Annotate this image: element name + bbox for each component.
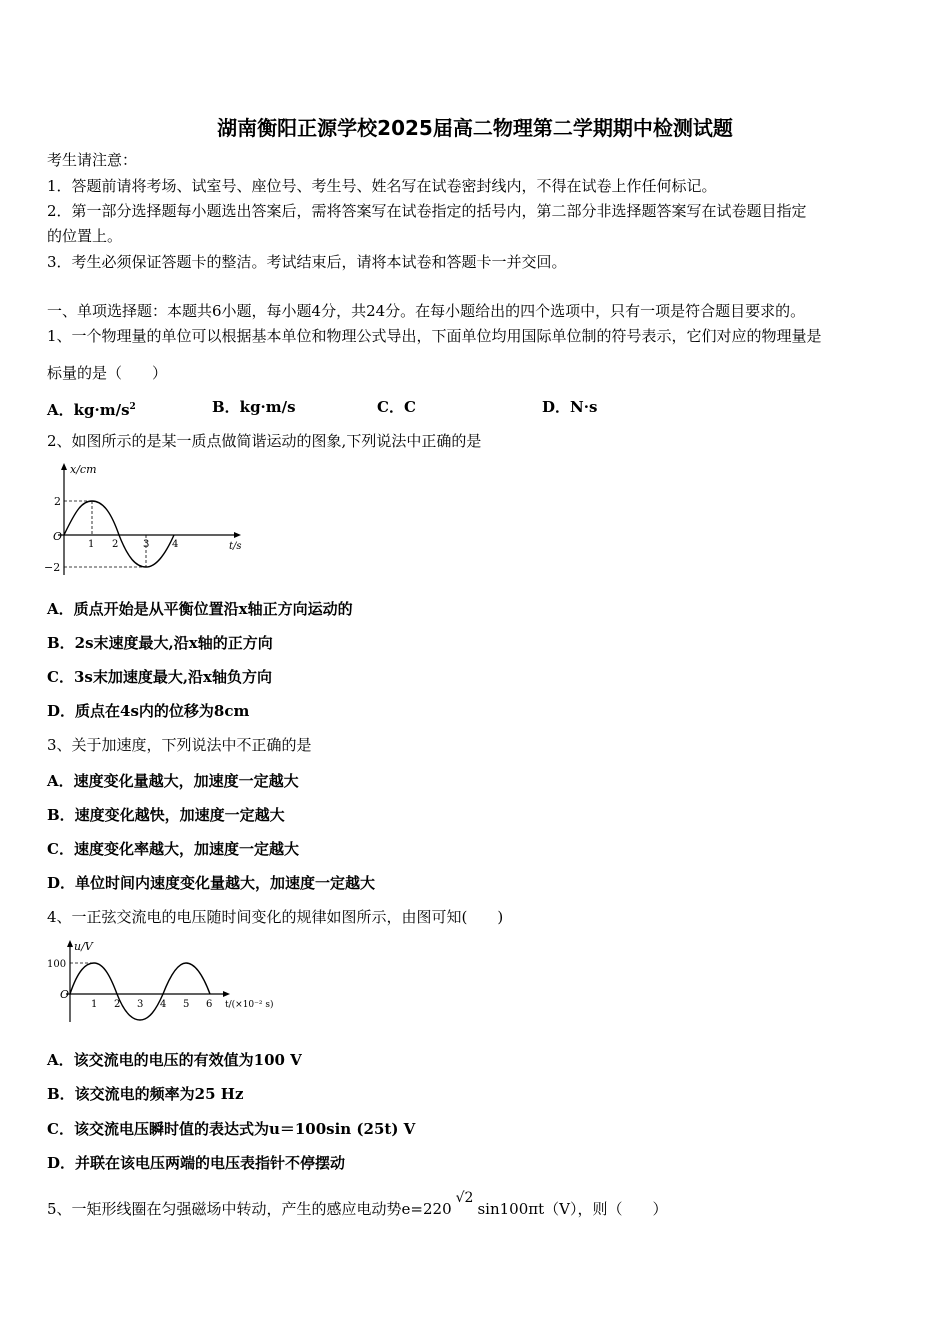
q3-stem: 3、关于加速度，下列说法中不正确的是 <box>47 736 312 754</box>
notice-heading: 考生请注意： <box>47 151 138 169</box>
q4-xtick: 2 <box>114 999 121 1010</box>
q4-option-d: D．并联在该电压两端的电压表指针不停摆动 <box>47 1154 346 1172</box>
q2-xtick: 2 <box>112 539 119 550</box>
q2-stem: 2、如图所示的是某一质点做简谐运动的图象,下列说法中正确的是 <box>47 432 482 450</box>
q2-option-d: D．质点在4s内的位移为8cm <box>47 702 250 720</box>
q1-stem-cont: 标量的是（ ） <box>47 364 168 382</box>
q4-x-arrow <box>223 991 230 997</box>
notice-item: 3．考生必须保证答题卡的整洁。考试结束后，请将本试卷和答题卡一并交回。 <box>47 253 567 271</box>
q3-option-c: C．速度变化率越大，加速度一定越大 <box>47 840 299 858</box>
q4-xlabel: t/(×10⁻² s) <box>225 1000 274 1010</box>
notice-item: 1．答题前请将考场、试室号、座位号、考生号、姓名写在试卷密封线内，不得在试卷上作任何标记。 <box>47 177 717 195</box>
notice-item: 的位置上。 <box>47 227 123 245</box>
q4-y-arrow <box>67 940 73 947</box>
q1-option-a <box>47 397 136 420</box>
q5-sqrt: √2 <box>455 1190 474 1206</box>
q4-xtick: 3 <box>137 999 144 1010</box>
q2-shm-graph <box>40 460 250 580</box>
q4-ac-graph <box>44 938 294 1026</box>
q2-y-arrow <box>61 463 67 470</box>
q2-ytick-top: 2 <box>54 495 61 508</box>
q4-option-b: B．该交流电的频率为25 Hz <box>47 1085 244 1103</box>
q5-stem-pre: 5、一矩形线圈在匀强磁场中转动，产生的感应电动势e=220 <box>47 1200 452 1218</box>
q4-xtick: 1 <box>91 999 98 1010</box>
q1-option-b: B．kg·m/s <box>212 398 296 416</box>
q4-stem: 4、一正弦交流电的电压随时间变化的规律如图所示，由图可知( ) <box>47 908 504 926</box>
q2-xlabel: t/s <box>229 541 242 552</box>
q2-xtick: 3 <box>143 539 150 550</box>
q1-option-c: C．C <box>377 398 416 416</box>
section-heading: 一、单项选择题：本题共6小题，每小题4分，共24分。在每小题给出的四个选项中，只有一项是符合题目要求的。 <box>47 302 806 320</box>
q4-ytick-top: 100 <box>47 959 67 970</box>
q4-ylabel: u/V <box>74 940 93 953</box>
q2-option-b: B．2s末速度最大,沿x轴的正方向 <box>47 634 273 652</box>
q4-option-a: A．该交流电的电压的有效值为100 V <box>47 1051 302 1069</box>
q4-curve <box>70 963 213 1020</box>
q4-option-c: C．该交流电压瞬时值的表达式为u＝100sin (25t) V <box>47 1120 416 1138</box>
q1-option-a-text: A．kg·m/s <box>47 401 130 419</box>
q4-xtick: 6 <box>206 999 213 1010</box>
notice-item: 2．第一部分选择题每小题选出答案后，需将答案写在试卷指定的括号内，第二部分非选择题答案写在试卷题目指定 <box>47 202 807 220</box>
q1-option-d: D．N·s <box>542 398 598 416</box>
q1-option-a-sup: 2 <box>129 402 136 412</box>
q2-ylabel: x/cm <box>70 463 97 476</box>
q1-stem: 1、一个物理量的单位可以根据基本单位和物理公式导出，下面单位均用国际单位制的符号表示，它们对应的物理量是 <box>47 327 822 345</box>
q3-option-d: D．单位时间内速度变化量越大，加速度一定越大 <box>47 874 376 892</box>
q4-xtick: 5 <box>183 999 190 1010</box>
q2-x-arrow <box>234 532 241 538</box>
q5-stem-post: sin100πt（V），则（ ） <box>477 1200 668 1218</box>
q2-ytick-bottom: −2 <box>44 561 61 574</box>
q2-option-c: C．3s末加速度最大,沿x轴负方向 <box>47 668 272 686</box>
q4-origin: O <box>60 988 70 1001</box>
q2-xtick: 1 <box>88 539 95 550</box>
q3-option-a: A．速度变化量越大，加速度一定越大 <box>47 772 299 790</box>
page-title: 湖南衡阳正源学校2025届高二物理第二学期期中检测试题 <box>217 116 733 140</box>
q2-xtick: 4 <box>172 539 179 550</box>
q2-origin: O <box>53 530 63 543</box>
q2-option-a: A．质点开始是从平衡位置沿x轴正方向运动的 <box>47 600 353 618</box>
q4-xtick: 4 <box>160 999 167 1010</box>
q5-stem <box>47 1190 668 1220</box>
q3-option-b: B．速度变化越快，加速度一定越大 <box>47 806 285 824</box>
q2-curve <box>64 501 174 567</box>
